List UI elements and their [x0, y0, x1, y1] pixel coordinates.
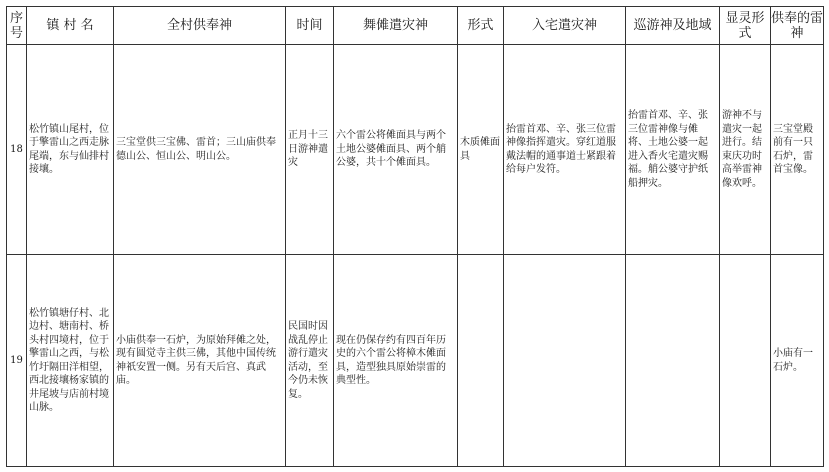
row-seq: 18 [7, 45, 27, 255]
row-deity [114, 255, 286, 467]
row-village [27, 45, 114, 255]
header-deity: 全村供奉神 [114, 7, 286, 45]
table-header-row [7, 7, 824, 45]
row-deity [114, 45, 286, 255]
header-village: 镇 村 名 [27, 7, 114, 45]
cell-village: 松竹镇塘仔村、北边村、塘南村、桥头村四境村，位于擎雷山之西，与松竹圩隔田洋相望，西北接壤杨家镇的井尾坡与店前村境山脉。 [29, 307, 109, 413]
cell-time: 民国时因战乱停止游行遣灾活动，至今仍未恢复。 [288, 321, 328, 400]
row-form [458, 45, 504, 255]
header-parade: 巡游神及地域 [626, 7, 720, 45]
row-dance [334, 255, 458, 467]
cell-dance: 现在仍保存约有四百年历史的六个雷公将樟木傩面具，造型独具原始崇雷的典型性。 [336, 334, 446, 386]
row-manifest [720, 45, 771, 255]
cell-house: 抬雷首邓、辛、张三位雷神像指挥遣灾。穿红道服戴法帽的通事道士紧跟着给每户发符。 [506, 123, 616, 175]
cell-deity: 三宝堂供三宝佛、雷首；三山庙供奉德山公、恒山公、明山公。 [116, 137, 276, 162]
row-village [27, 255, 114, 467]
row-manifest [720, 255, 771, 467]
row-seq: 19 [7, 255, 27, 467]
cell-thunder: 三宝堂殿前有一只石炉，雷首宝像。 [773, 123, 813, 175]
header-dance: 舞傩遣灾神 [334, 7, 458, 45]
row-house [504, 255, 626, 467]
row-dance [334, 45, 458, 255]
cell-village: 松竹镇山尾村，位于擎雷山之西走脉尾端，东与仙排村接壤。 [29, 123, 109, 175]
row-thunder [771, 45, 824, 255]
cell-time: 正月十三日游神遣灾 [288, 130, 328, 169]
cell-form: 木质傩面具 [460, 137, 500, 162]
cell-manifest: 游神不与遣灾一起进行。结束庆功时高举雷神像欢呼。 [722, 110, 762, 189]
row-parade [626, 45, 720, 255]
row-time [286, 255, 334, 467]
table-row [7, 255, 824, 467]
row-form [458, 255, 504, 467]
header-seq: 序号 [7, 7, 27, 45]
cell-dance: 六个雷公将傩面具与两个土地公婆傩面具、两个艄公婆，共十个傩面具。 [336, 130, 446, 169]
row-parade [626, 255, 720, 467]
folk-ritual-table [6, 6, 824, 467]
cell-deity: 小庙供奉一石炉，为原始拜傩之处，现有圆觉寺主供三佛，其他中国传统神祇安置一侧。另有天后宫、真武庙。 [116, 334, 276, 386]
header-thunder: 供奉的雷神 [771, 7, 824, 45]
row-time [286, 45, 334, 255]
cell-parade: 抬雷首邓、辛、张三位雷神像与傩将、土地公婆一起进入香火宅遣灾赐福。艄公婆守护纸船押灾。 [628, 110, 708, 189]
row-thunder [771, 255, 824, 467]
header-house: 入宅遣灾神 [504, 7, 626, 45]
header-form: 形式 [458, 7, 504, 45]
header-time: 时间 [286, 7, 334, 45]
header-manifest: 显灵形式 [720, 7, 771, 45]
row-house [504, 45, 626, 255]
cell-thunder: 小庙有一石炉。 [773, 348, 813, 373]
table-row [7, 45, 824, 255]
